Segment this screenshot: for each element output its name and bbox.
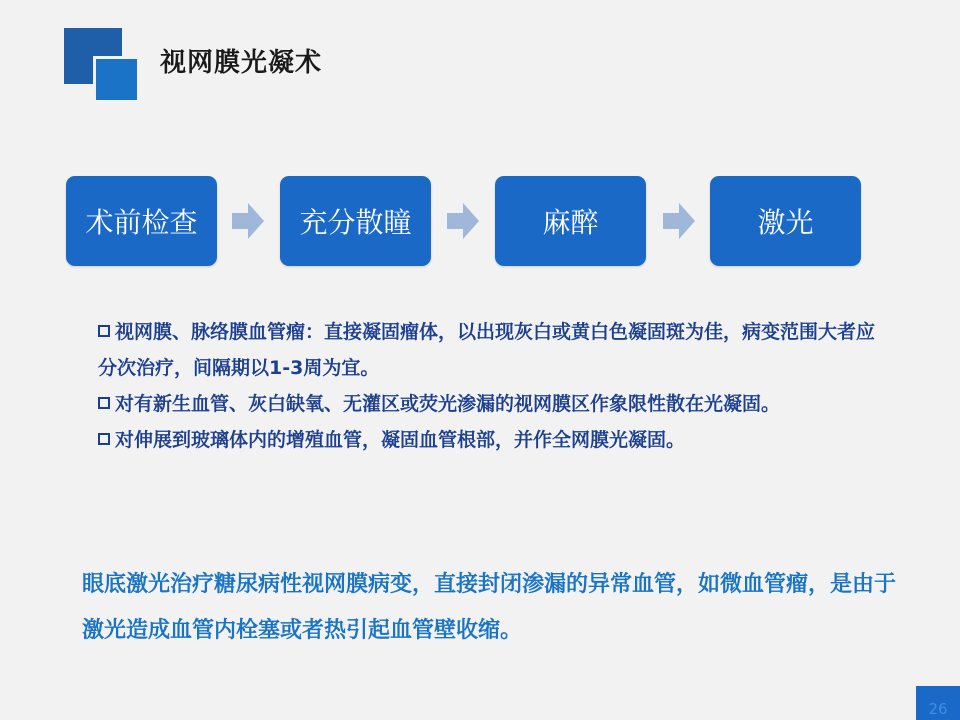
bullet-text: 对有新生血管、灰白缺氧、无灌区或荧光渗漏的视网膜区作象限性散在光凝固。 bbox=[115, 393, 781, 415]
page-number: 26 bbox=[916, 686, 960, 720]
slide-logo-accent bbox=[93, 56, 137, 100]
bullet-text: 视网膜、脉络膜血管瘤：直接凝固瘤体，以出现灰白或黄白色凝固斑为佳，病变范围大者应分次治疗，间隔期以1-3周为宜。 bbox=[98, 321, 876, 379]
flow-step-preop-check: 术前检查 bbox=[66, 176, 217, 266]
square-bullet-icon bbox=[98, 397, 110, 409]
arrow-right-icon bbox=[232, 203, 264, 239]
bullet-item bbox=[98, 422, 888, 458]
arrow-right-icon bbox=[663, 203, 695, 239]
summary-text: 眼底激光治疗糖尿病性视网膜病变，直接封闭渗漏的异常血管，如微血管瘤，是由于激光造成血管内栓塞或者热引起血管壁收缩。 bbox=[82, 572, 897, 643]
bullet-item bbox=[98, 386, 888, 422]
bullet-list bbox=[98, 314, 888, 458]
arrow-right-icon bbox=[447, 203, 479, 239]
flow-step-anesthesia: 麻醉 bbox=[495, 176, 646, 266]
bullet-text: 对伸展到玻璃体内的增殖血管，凝固血管根部，并作全网膜光凝固。 bbox=[115, 429, 686, 451]
slide-title: 视网膜光凝术 bbox=[160, 48, 323, 78]
square-bullet-icon bbox=[98, 433, 110, 445]
flow-step-dilation: 充分散瞳 bbox=[280, 176, 431, 266]
flow-step-laser: 激光 bbox=[710, 176, 861, 266]
square-bullet-icon bbox=[98, 325, 110, 337]
bullet-item bbox=[98, 314, 888, 386]
